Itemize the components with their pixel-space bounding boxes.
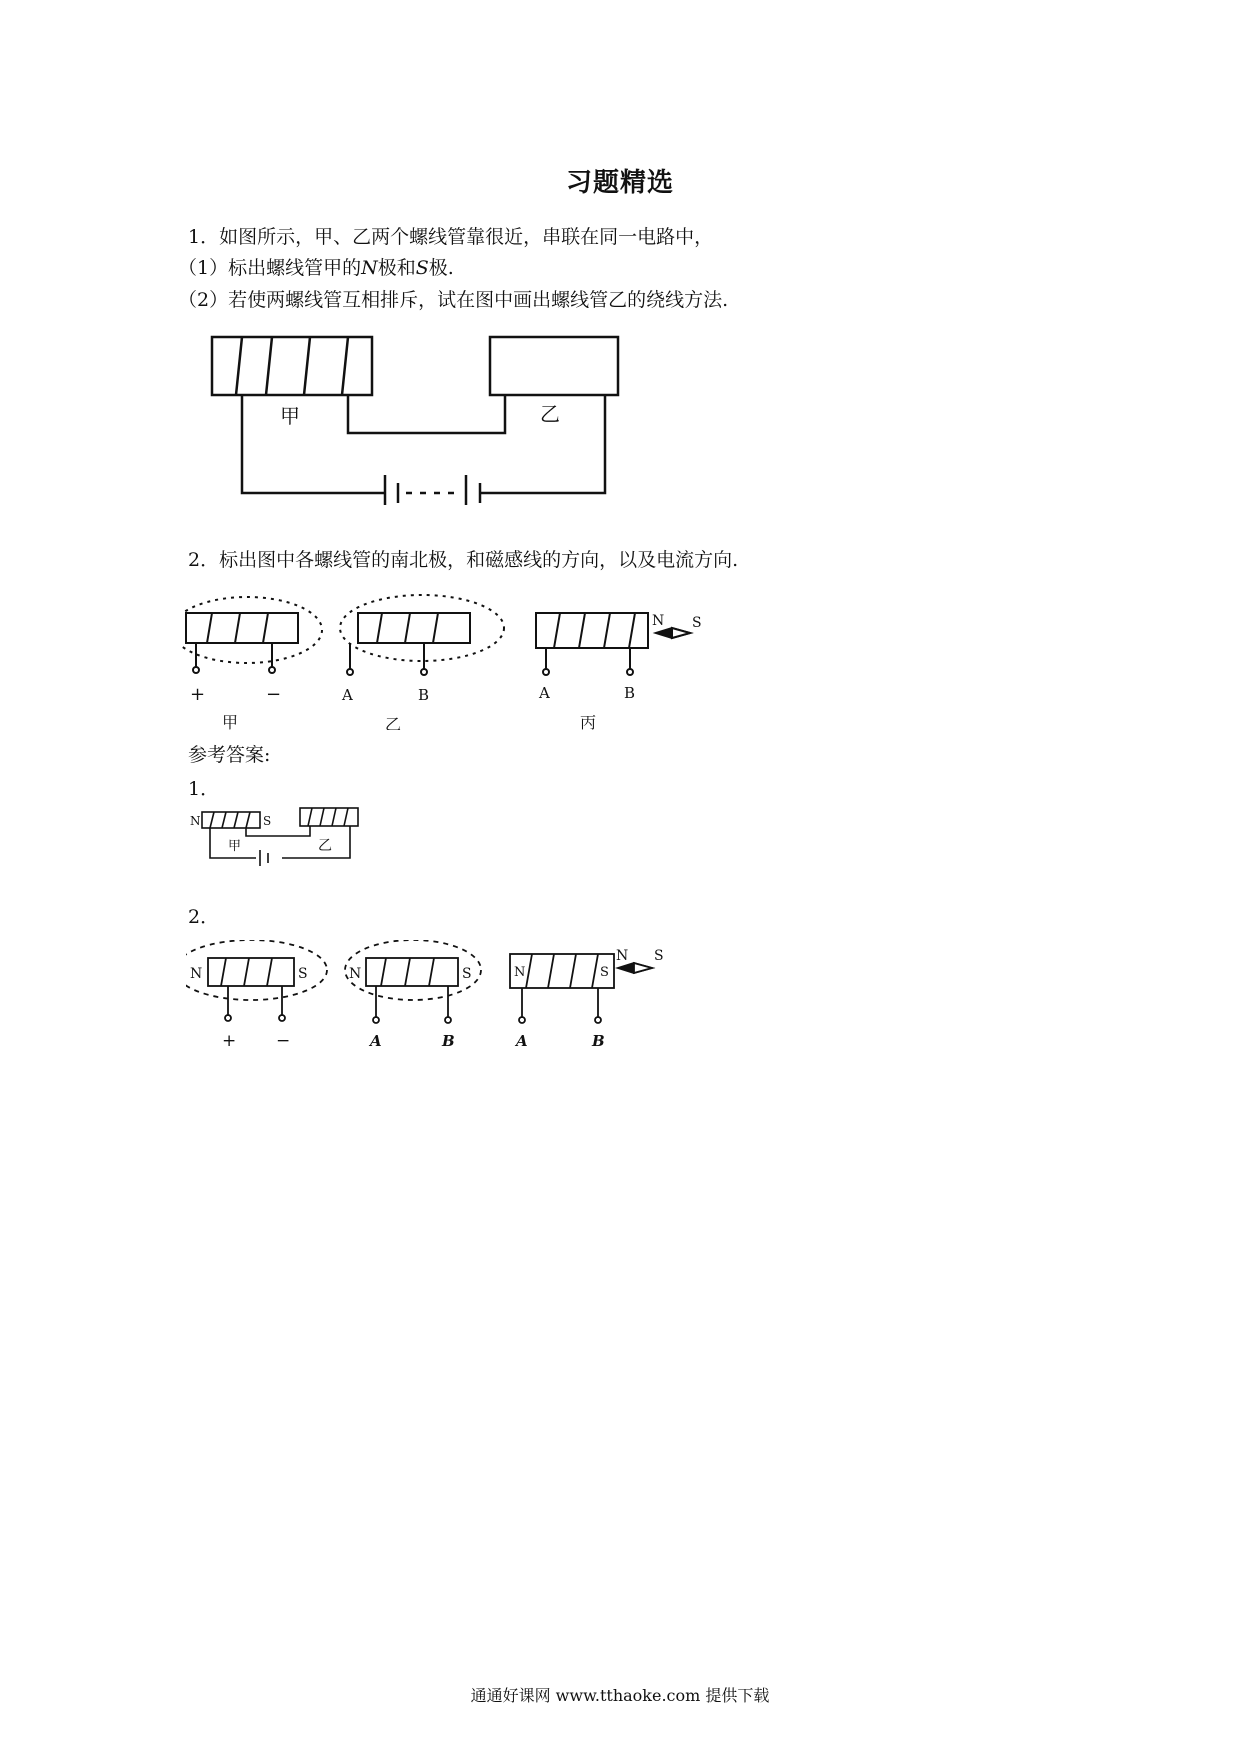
a2-d2-n: N: [349, 966, 362, 982]
a2-d1-n: N: [190, 966, 203, 982]
a2-d3-n: N: [514, 965, 526, 980]
q1-part1-s: S: [415, 257, 429, 279]
a2-d1-s: S: [298, 966, 308, 982]
solenoid-yi: [490, 337, 618, 395]
answer-1-diagram: [190, 800, 400, 870]
q2-jia-plus: +: [190, 684, 206, 705]
a1-s-label: S: [263, 814, 272, 828]
q2-needle-n: N: [652, 613, 665, 629]
answers-heading: 参考答案:: [188, 744, 271, 766]
question-1-part-1: [178, 253, 454, 280]
q2-bing-b: B: [624, 684, 636, 702]
answer-2-diagram: [186, 940, 726, 1055]
q2-solenoid-jia: [182, 597, 322, 673]
q1-part1-prefix: （1）标出螺线管甲的: [178, 257, 362, 279]
q2-compass-needle: [656, 628, 690, 638]
question-2-stem: 2．标出图中各螺线管的南北极，和磁感线的方向，以及电流方向.: [188, 549, 739, 571]
page-footer: 通通好课网 www.tthaoke.com 提供下载: [470, 1686, 770, 1705]
a2-d3-b: B: [592, 1032, 605, 1050]
q2-jia-minus: −: [266, 684, 282, 705]
q2-bing-a: A: [539, 684, 550, 702]
a1-yi-label: 乙: [318, 838, 332, 854]
a1-jia-label: 甲: [228, 839, 242, 854]
solenoid-jia-windings: [236, 337, 348, 395]
q2-yi-caption: 乙: [385, 715, 402, 730]
a2-d3-a: A: [516, 1032, 528, 1050]
q1-part1-suffix: 极.: [428, 257, 454, 279]
a1-n-label: N: [190, 814, 201, 828]
label-jia: 甲: [280, 404, 300, 428]
question-1-stem: 1．如图所示，甲、乙两个螺线管靠很近，串联在同一电路中，: [188, 226, 714, 248]
wire-left: [242, 395, 385, 493]
q2-solenoid-bing: [536, 613, 648, 675]
a2-needle-s: S: [654, 948, 664, 964]
a2-d3-s: S: [600, 965, 609, 980]
answer-1-number: 1．: [188, 778, 220, 800]
a2-d2-s: S: [462, 966, 472, 982]
q1-part1-mid: 极和: [377, 257, 416, 279]
a2-solenoid-3: [510, 954, 614, 1023]
q2-bing-caption: 丙: [580, 713, 597, 730]
q2-jia-caption: 甲: [222, 713, 239, 730]
a2-solenoid-2: [345, 940, 481, 1023]
q1-circuit-diagram: [200, 325, 640, 505]
a2-d2-a: A: [370, 1032, 382, 1050]
question-1-part-2: （2）若使两螺线管互相排斥，试在图中画出螺线管乙的绕线方法.: [178, 289, 729, 311]
answer-2-number: 2．: [188, 906, 220, 928]
q2-needle-s: S: [692, 615, 702, 631]
a2-needle-n: N: [616, 948, 629, 964]
q2-solenoids-diagram: [182, 590, 722, 730]
page-title: 习题精选: [565, 168, 674, 198]
a2-compass-needle: [618, 963, 652, 973]
q2-yi-b: B: [418, 686, 430, 704]
q1-part1-n: N: [361, 257, 378, 279]
a2-d1-minus: −: [276, 1031, 291, 1051]
label-yi: 乙: [540, 402, 560, 426]
wire-middle: [348, 395, 505, 433]
a2-d2-b: B: [442, 1032, 455, 1050]
a2-d1-plus: +: [222, 1031, 237, 1051]
q2-solenoid-yi: [340, 595, 504, 675]
q2-yi-a: A: [342, 686, 353, 704]
